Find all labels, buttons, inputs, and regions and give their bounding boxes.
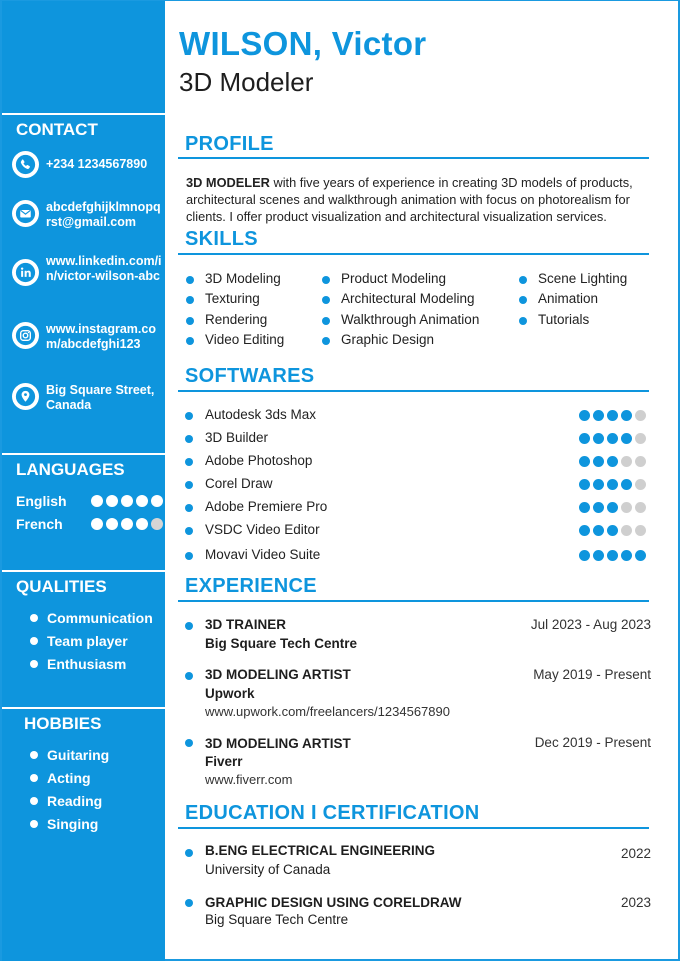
rating-dot bbox=[136, 495, 148, 507]
rating-dot bbox=[91, 495, 103, 507]
rating-dot-empty bbox=[635, 525, 646, 536]
bullet-dot bbox=[519, 276, 527, 284]
bullet-dot bbox=[519, 317, 527, 325]
rating-dot bbox=[621, 410, 632, 421]
rating-dot-empty bbox=[621, 525, 632, 536]
rating-dot bbox=[579, 410, 590, 421]
skill-label: 3D Modeling bbox=[205, 271, 281, 286]
rating-dot bbox=[579, 550, 590, 561]
job-title: 3D MODELING ARTIST bbox=[205, 667, 351, 682]
rating-dot bbox=[91, 518, 103, 530]
bullet-dot bbox=[185, 527, 193, 535]
rating-dot bbox=[136, 518, 148, 530]
rating-dot bbox=[593, 525, 604, 536]
language-name: English bbox=[16, 493, 67, 509]
software-rating bbox=[579, 433, 646, 444]
list-item: Guitaring bbox=[30, 746, 109, 769]
experience-entry bbox=[185, 667, 651, 723]
sidebar bbox=[2, 1, 165, 961]
instagram-icon bbox=[12, 322, 39, 349]
software-item bbox=[185, 476, 649, 494]
linkedin-text: www.linkedin.com/in/victor-wilson-abc bbox=[46, 254, 162, 283]
rating-dot bbox=[607, 525, 618, 536]
education-org: Big Square Tech Centre bbox=[205, 912, 349, 927]
software-name: Autodesk 3ds Max bbox=[205, 407, 317, 422]
bullet-dot bbox=[185, 552, 193, 560]
software-name: Adobe Photoshop bbox=[205, 453, 313, 468]
software-rating bbox=[579, 550, 646, 561]
job-link: www.upwork.com/freelancers/1234567890 bbox=[205, 704, 450, 719]
bullet-dot bbox=[186, 276, 194, 284]
rating-dot bbox=[579, 479, 590, 490]
rating-dot-empty bbox=[151, 518, 163, 530]
rating-dot bbox=[579, 456, 590, 467]
bullet-dot bbox=[322, 296, 330, 304]
list-item: Team player bbox=[30, 632, 153, 655]
rating-dot bbox=[607, 550, 618, 561]
list-item: Acting bbox=[30, 769, 109, 792]
education-title-text: B.ENG ELECTRICAL ENGINEERING bbox=[205, 843, 436, 858]
bullet-dot bbox=[322, 337, 330, 345]
experience-entry bbox=[185, 617, 651, 657]
section-rule bbox=[178, 157, 649, 159]
rating-dot-empty bbox=[635, 433, 646, 444]
language-english bbox=[16, 493, 161, 511]
profile-title: PROFILE bbox=[185, 133, 274, 155]
bullet-dot bbox=[186, 296, 194, 304]
rating-dot bbox=[579, 525, 590, 536]
rating-dot bbox=[579, 502, 590, 513]
rating-dot bbox=[593, 410, 604, 421]
rating-dot-empty bbox=[621, 502, 632, 513]
skill-label: Walkthrough Animation bbox=[341, 312, 480, 327]
job-title: 3D TRAINER bbox=[205, 617, 287, 632]
education-entry bbox=[185, 895, 651, 935]
skill-label: Product Modeling bbox=[341, 271, 447, 286]
rating-dot bbox=[106, 495, 118, 507]
rating-dot bbox=[621, 433, 632, 444]
job-title: 3D MODELING ARTIST bbox=[205, 736, 351, 751]
contact-instagram bbox=[12, 322, 162, 362]
software-item bbox=[185, 499, 649, 517]
software-item bbox=[185, 430, 649, 448]
skill-label: Texturing bbox=[205, 291, 260, 306]
software-item bbox=[185, 522, 649, 540]
sidebar-divider bbox=[2, 113, 165, 115]
location-pin-icon bbox=[12, 383, 39, 410]
skill-label: Graphic Design bbox=[341, 332, 435, 347]
contact-linkedin bbox=[12, 254, 162, 302]
profile-lead: 3D MODELER bbox=[186, 175, 270, 190]
experience-title: EXPERIENCE bbox=[185, 575, 317, 597]
rating-dot bbox=[593, 433, 604, 444]
software-name: VSDC Video Editor bbox=[205, 522, 320, 537]
rating-dot bbox=[106, 518, 118, 530]
skills-title: SKILLS bbox=[185, 228, 258, 250]
education-title-text: GRAPHIC DESIGN USING CORELDRAW bbox=[205, 895, 462, 910]
software-rating bbox=[579, 479, 646, 490]
rating-dot bbox=[579, 433, 590, 444]
education-year: 2022 bbox=[620, 846, 651, 861]
language-rating bbox=[91, 495, 163, 507]
rating-dot bbox=[607, 502, 618, 513]
phone-icon bbox=[12, 151, 39, 178]
software-name: Adobe Premiere Pro bbox=[205, 499, 328, 514]
rating-dot bbox=[607, 410, 618, 421]
bullet-dot bbox=[186, 317, 194, 325]
skill-label: Video Editing bbox=[205, 332, 285, 347]
hobbies-title: HOBBIES bbox=[24, 714, 102, 733]
bullet-dot bbox=[185, 412, 193, 420]
languages-title: LANGUAGES bbox=[16, 460, 125, 479]
job-org: Big Square Tech Centre bbox=[205, 636, 358, 651]
rating-dot bbox=[607, 433, 618, 444]
language-french bbox=[16, 516, 161, 534]
bullet-dot bbox=[185, 622, 193, 630]
section-rule bbox=[178, 600, 649, 602]
bullet-dot bbox=[519, 296, 527, 304]
sidebar-divider bbox=[2, 707, 165, 709]
software-name: Corel Draw bbox=[205, 476, 273, 491]
language-rating bbox=[91, 518, 163, 530]
list-item: Singing bbox=[30, 815, 109, 838]
linkedin-icon bbox=[12, 259, 39, 286]
education-org: University of Canada bbox=[205, 862, 331, 877]
rating-dot bbox=[621, 479, 632, 490]
email-text: abcdefghijklmnopqrst@gmail.com bbox=[46, 200, 161, 229]
education-year: 2023 bbox=[620, 895, 651, 910]
profile-body: with five years of experience in creating 3D models of products, architectural scenes and walkthrough animation with focus on photorealism for clients. I offer product visualization and architectural visualization services. bbox=[186, 175, 633, 224]
rating-dot-empty bbox=[635, 502, 646, 513]
skill-label: Animation bbox=[538, 291, 599, 306]
rating-dot bbox=[151, 495, 163, 507]
job-date: Jul 2023 - Aug 2023 bbox=[530, 617, 651, 632]
list-item: Reading bbox=[30, 792, 109, 815]
instagram-text: www.instagram.com/abcdefghi123 bbox=[46, 322, 156, 351]
job-org: Fiverr bbox=[205, 754, 243, 769]
education-entry bbox=[185, 843, 651, 883]
rating-dot bbox=[593, 550, 604, 561]
job-date: May 2019 - Present bbox=[533, 667, 651, 682]
section-rule bbox=[178, 390, 649, 392]
location-text: Big Square Street, Canada bbox=[46, 383, 155, 412]
profile-text bbox=[186, 174, 652, 225]
rating-dot bbox=[635, 550, 646, 561]
qualities-title: QUALITIES bbox=[16, 577, 107, 596]
rating-dot bbox=[593, 479, 604, 490]
rating-dot-empty bbox=[635, 410, 646, 421]
bullet-dot bbox=[185, 458, 193, 466]
bullet-dot bbox=[185, 481, 193, 489]
bullet-dot bbox=[185, 435, 193, 443]
contact-phone bbox=[12, 151, 162, 191]
rating-dot-empty bbox=[635, 479, 646, 490]
phone-text: +234 1234567890 bbox=[46, 157, 148, 171]
job-date: Dec 2019 - Present bbox=[534, 735, 651, 750]
bullet-dot bbox=[185, 672, 193, 680]
language-name: French bbox=[16, 516, 63, 532]
experience-entry bbox=[185, 735, 651, 791]
bullet-dot bbox=[185, 899, 193, 907]
candidate-name: WILSON, Victor bbox=[179, 25, 427, 62]
rating-dot bbox=[607, 456, 618, 467]
email-icon bbox=[12, 200, 39, 227]
contact-email bbox=[12, 200, 162, 240]
bullet-dot bbox=[185, 849, 193, 857]
software-rating bbox=[579, 502, 646, 513]
software-item bbox=[185, 453, 649, 471]
section-rule bbox=[178, 827, 649, 829]
bullet-dot bbox=[185, 739, 193, 747]
skill-label: Architectural Modeling bbox=[341, 291, 475, 306]
contact-title: CONTACT bbox=[16, 120, 98, 139]
candidate-role: 3D Modeler bbox=[179, 67, 314, 97]
bullet-dot bbox=[322, 317, 330, 325]
qualities-list bbox=[30, 609, 153, 678]
rating-dot bbox=[121, 518, 133, 530]
software-name: 3D Builder bbox=[205, 430, 269, 445]
sidebar-divider bbox=[2, 453, 165, 455]
softwares-title: SOFTWARES bbox=[185, 365, 315, 387]
software-item bbox=[185, 547, 649, 565]
rating-dot bbox=[593, 456, 604, 467]
education-title: EDUCATION I CERTIFICATION bbox=[185, 802, 480, 824]
rating-dot bbox=[593, 502, 604, 513]
list-item: Communication bbox=[30, 609, 153, 632]
rating-dot-empty bbox=[635, 456, 646, 467]
bullet-dot bbox=[185, 504, 193, 512]
section-rule bbox=[178, 253, 649, 255]
software-rating bbox=[579, 410, 646, 421]
contact-location bbox=[12, 383, 162, 423]
software-rating bbox=[579, 456, 646, 467]
skill-label: Scene Lighting bbox=[538, 271, 628, 286]
sidebar-divider bbox=[2, 570, 165, 572]
skill-label: Tutorials bbox=[538, 312, 590, 327]
bullet-dot bbox=[186, 337, 194, 345]
rating-dot bbox=[121, 495, 133, 507]
list-item: Enthusiasm bbox=[30, 655, 153, 678]
job-org: Upwork bbox=[205, 686, 255, 701]
rating-dot bbox=[621, 550, 632, 561]
software-rating bbox=[579, 525, 646, 536]
skill-label: Rendering bbox=[205, 312, 268, 327]
software-name: Movavi Video Suite bbox=[205, 547, 321, 562]
job-link: www.fiverr.com bbox=[205, 772, 293, 787]
rating-dot bbox=[607, 479, 618, 490]
rating-dot-empty bbox=[621, 456, 632, 467]
bullet-dot bbox=[322, 276, 330, 284]
hobbies-list bbox=[30, 746, 109, 838]
software-item bbox=[185, 407, 649, 425]
